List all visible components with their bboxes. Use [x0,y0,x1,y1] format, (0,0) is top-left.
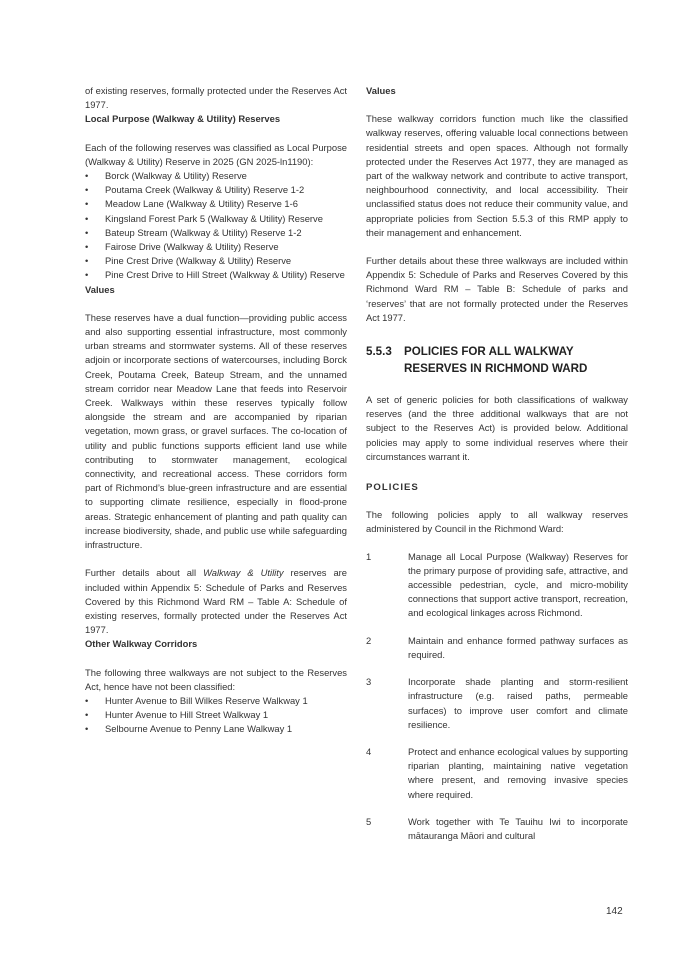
list-item: • Pine Crest Drive (Walkway & Utility) Reserve [85,254,347,268]
policy-number: 5 [366,815,372,827]
local-purpose-heading: Local Purpose (Walkway & Utility) Reserves [85,113,281,125]
list-item: • Fairose Drive (Walkway & Utility) Reserve [85,240,347,254]
further-details-paragraph [85,566,347,637]
left-column [85,84,347,737]
section-title: POLICIES FOR ALL WALKWAY RESERVES IN RICHMOND WARD [404,345,588,376]
policy-text: Protect and enhance ecological values by supporting riparian planting, maintaining native vegetation where present, and removing invasive species where required. [408,745,628,800]
list-item: • Kingsland Forest Park 5 (Walkway & Utility) Reserve [85,212,347,226]
other-corridors-list [85,694,347,737]
policy-text: Manage all Local Purpose (Walkway) Reserves for the primary purpose of providing safe, attractive, and accessible pedestrian, cycle, and micro-mobility connections that support active transport, recreation, and ecological linkages across Richmond. [408,550,628,619]
policy-item [366,634,628,662]
policies-intro: The following policies apply to all walkway reserves administered by Council in the Richmond Ward: [366,509,628,535]
policy-number: 1 [366,550,372,562]
list-item: • Borck (Walkway & Utility) Reserve [85,169,347,183]
other-corridors-paragraph: The following three walkways are not subject to the Reserves Act, hence have not been classified: [85,666,347,692]
list-item: • Poutama Creek (Walkway & Utility) Reserve 1-2 [85,183,347,197]
page-number: 142 [606,906,623,917]
further-details-paragraph: Further details about these three walkways are included within Appendix 5: Schedule of Parks and Reserves Covered by this Richmond Ward RM – Table B: Schedule of parks and ‘reserves’ that are not formally protected under the Reserves Act 1977. [366,255,628,323]
list-item: • Meadow Lane (Walkway & Utility) Reserve 1-6 [85,197,347,211]
other-corridors-heading: Other Walkway Corridors [85,638,198,650]
policies-heading: POLICIES [366,482,419,494]
policy-item [366,675,628,732]
section-heading [366,343,628,377]
local-purpose-list [85,169,347,283]
policy-text: Work together with Te Tauihu Iwi to incorporate mātauranga Māori and cultural [408,815,628,841]
values-paragraph: These walkway corridors function much like the classified walkway reserves, offering valuable local connections between residential streets and open spaces. Although not formally protected under the Reserves Act 1977, they are managed as part of the walkway network and contribute to active transport, neighbourhood connectivity, and local accessibility. Their unclassified status does not reduce their community value, and appropriate policies from Section 5.5.3 of this RMP apply to their management and enhancement. [366,113,628,238]
policy-text: Maintain and enhance formed pathway surfaces as required. [408,634,628,660]
list-item: • Selbourne Avenue to Penny Lane Walkway 1 [85,722,347,736]
list-item: • Bateup Stream (Walkway & Utility) Reserve 1-2 [85,226,347,240]
list-item: • Hunter Avenue to Hill Street Walkway 1 [85,708,347,722]
values-heading: Values [85,283,115,295]
further-text-start: Further details about all [85,567,204,579]
policy-number: 3 [366,676,372,688]
values-heading: Values [366,85,396,96]
list-item: • Hunter Avenue to Bill Wilkes Reserve Walkway 1 [85,694,347,708]
intro-paragraph: of existing reserves, formally protected under the Reserves Act 1977. [85,85,347,111]
policy-number: 2 [366,634,372,646]
right-column [366,84,628,843]
policy-item [366,550,628,621]
further-text-end: reserves are included within Appendix 5: Schedule of Parks and Reserves Covered by this Richmond Ward RM – Table A: Schedule of existing reserves, formally protected under the Reserves Act 1977. [85,567,348,636]
list-item: • Pine Crest Drive to Hill Street (Walkway & Utility) Reserve [85,268,347,282]
policy-item [366,815,628,843]
policy-number: 4 [366,745,372,757]
values-paragraph: These reserves have a dual function—providing public access and also supporting essential infrastructure, most commonly urban streams and stormwater systems. All of these reserves adjoin or incorporate sections of watercourses, including Borck Creek, Poutama Creek, Bateup Stream, and the unnamed stream corridor near Meadow Lane that feeds into Reservoir Creek. Walkways within these reserves typically follow alongside the stream and are accompanied by riparian vegetation, mown grass, or gravel surfaces. The co-location of utility and public functions supports efficient land use while contributing to stormwater management, ecological connectivity, and recreational access. These corridors form part of Richmond’s blue-green infrastructure and are essential to supporting climate resilience, especially in flood-prone areas. Strategic enhancement of planting and path quality can increase biodiversity, shade, and public use while safeguarding infrastructure. [85,311,347,551]
policy-text: Incorporate shade planting and storm-resilient infrastructure (e.g. raised paths, permeable surfaces) to improve user comfort and climate resilience. [408,676,628,730]
policy-item [366,745,628,802]
further-text-emphasis: Walkway & Utility [203,567,284,579]
local-purpose-paragraph: Each of the following reserves was classified as Local Purpose (Walkway & Utility) Reserve in 2025 (GN 2025-ln1190): [85,141,347,167]
section-number: 5.5.3 [366,345,392,359]
section-paragraph: A set of generic policies for both classifications of walkway reserves (and the three additional walkways that are not subject to the Reserves Act) is provided below. Additional policies may apply to some individual reserves where their circumstances warrant it. [366,394,628,462]
